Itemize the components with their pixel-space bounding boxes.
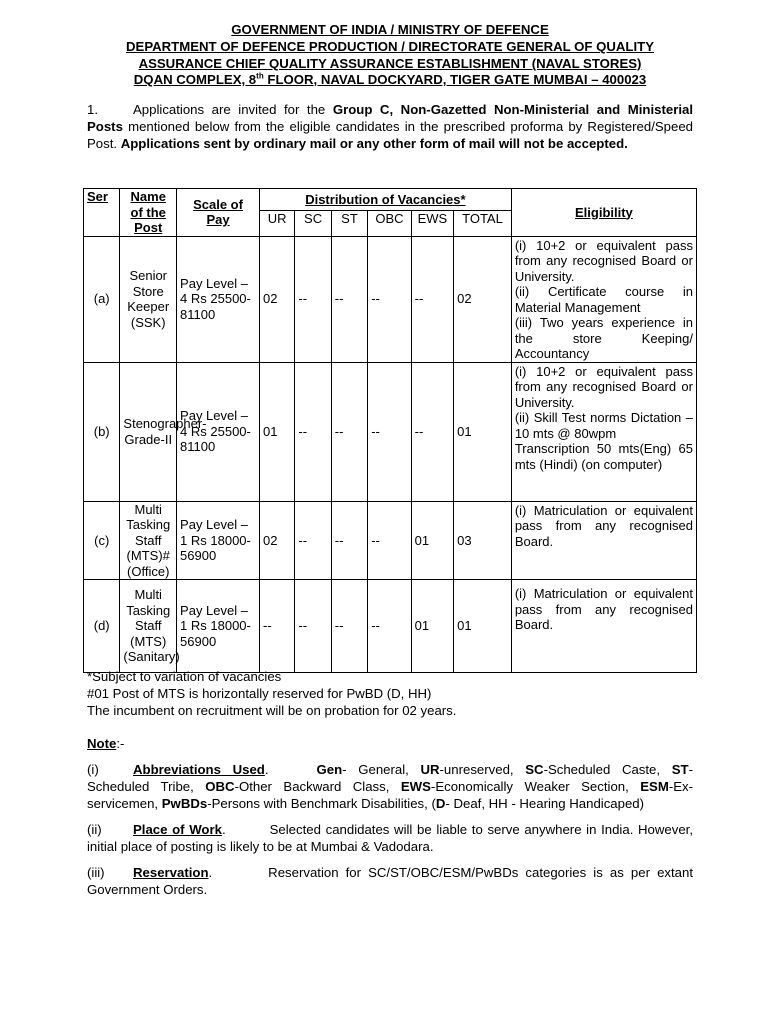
- abbr-key: PwBDs: [161, 796, 208, 811]
- header-line-1: GOVERNMENT OF INDIA / MINISTRY OF DEFENCE: [231, 22, 549, 37]
- note-text: Reservation for SC/ST/OBC/ESM/PwBDs categories is as per extant Government Orders.: [87, 865, 693, 897]
- eligibility-line: (i) Matriculation or equivalent pass from any recognised Board.: [514, 502, 693, 549]
- note-title: Note: [87, 736, 117, 751]
- note-reservation: [87, 864, 693, 898]
- intro-paragraph: [87, 101, 693, 152]
- note-number: (iii): [87, 865, 105, 880]
- row-ews: --: [411, 236, 453, 362]
- intro-bold-2: Applications sent by ordinary mail or any other form of mail will not be accepted.: [120, 136, 628, 151]
- abbr-value: -Economically Weaker Section,: [430, 779, 641, 794]
- note-dot: .: [264, 762, 269, 777]
- header-eligibility: Eligibility: [511, 189, 696, 237]
- abbr-value: -unreserved,: [439, 762, 526, 777]
- row-ur: 02: [259, 501, 294, 580]
- abbr-value: -Other Backward Class,: [234, 779, 401, 794]
- row-ews: 01: [411, 580, 453, 673]
- row-post-name: Stenographer-Grade-II: [120, 362, 177, 501]
- row-scale: Pay Level – 4 Rs 25500-81100: [177, 236, 260, 362]
- note-dot: .: [221, 822, 226, 837]
- abbr-value: - General,: [342, 762, 421, 777]
- header-ser: Ser: [84, 189, 120, 237]
- abbr-value: -Scheduled Tribe,: [87, 762, 693, 794]
- row-eligibility: [511, 362, 696, 501]
- abbr-key: ST: [671, 762, 689, 777]
- row-obc: --: [368, 501, 411, 580]
- row-sc: --: [295, 362, 331, 501]
- abbr-key: ESM: [640, 779, 669, 794]
- row-ser: (a): [84, 236, 120, 362]
- abbr-value: -Scheduled Caste,: [543, 762, 672, 777]
- note-number: (ii): [87, 822, 102, 837]
- row-eligibility: [511, 580, 696, 673]
- eligibility-line: (ii) Certificate course in Material Management: [514, 284, 693, 315]
- row-ews: 01: [411, 501, 453, 580]
- row-total: 01: [454, 580, 512, 673]
- row-total: 01: [454, 362, 512, 501]
- eligibility-line: Transcription 50 mts(Eng) 65 mts (Hindi) (on computer): [514, 441, 693, 472]
- intro-number: 1.: [87, 102, 98, 117]
- row-eligibility: [511, 236, 696, 362]
- intro-bold-1: Group C, Non-Gazetted Non-Ministerial and Ministerial Posts: [87, 102, 693, 134]
- header-total: TOTAL: [454, 211, 512, 236]
- eligibility-line: (ii) Skill Test norms Dictation – 10 mts @ 80wpm: [514, 410, 693, 441]
- header-line-4-sup: th: [256, 71, 264, 81]
- note-heading: [87, 735, 697, 752]
- intro-text-1: Applications are invited for the: [133, 102, 333, 117]
- eligibility-line: (i) 10+2 or equivalent pass from any recognised Board or University.: [514, 363, 693, 410]
- abbr-value: -Ex-servicemen,: [87, 779, 694, 811]
- row-sc: --: [295, 501, 331, 580]
- abbr-key: OBC: [205, 779, 235, 794]
- table-row: [84, 236, 697, 362]
- row-obc: --: [368, 580, 411, 673]
- header-line-4-post: FLOOR, NAVAL DOCKYARD, TIGER GATE MUMBAI – 400023: [263, 72, 647, 87]
- row-obc: --: [368, 236, 411, 362]
- row-eligibility: [511, 501, 696, 580]
- header-name: Name of the Post: [120, 189, 177, 237]
- row-ser: (c): [84, 501, 120, 580]
- row-scale: Pay Level – 4 Rs 25500-81100: [177, 362, 260, 501]
- row-scale: Pay Level – 1 Rs 18000-56900: [177, 580, 260, 673]
- row-sc: --: [295, 236, 331, 362]
- abbr-key: Gen: [316, 762, 343, 777]
- footnote-probation: The incumbent on recruitment will be on probation for 02 years.: [87, 703, 457, 718]
- row-post-name: Multi Tasking Staff (MTS)# (Office): [120, 501, 177, 580]
- note-abbreviations: [87, 761, 693, 812]
- intro-text-2: mentioned below from the eligible candidates in the prescribed proforma by Registered/Speed Post.: [87, 119, 693, 151]
- header-line-2: DEPARTMENT OF DEFENCE PRODUCTION / DIRECTORATE GENERAL OF QUALITY: [126, 39, 654, 54]
- footnote-mts: #01 Post of MTS is horizontally reserved for PwBD (D, HH): [87, 686, 432, 701]
- row-obc: --: [368, 362, 411, 501]
- row-ur: 02: [259, 236, 294, 362]
- note-label: Place of Work: [133, 822, 222, 837]
- header-obc: OBC: [368, 211, 411, 236]
- abbr-key: D: [435, 796, 446, 811]
- abbr-value: -Persons with Benchmark Disabilities, (: [207, 796, 436, 811]
- abbr-key: EWS: [400, 779, 431, 794]
- row-st: --: [331, 362, 367, 501]
- header-ews: EWS: [411, 211, 453, 236]
- row-scale: Pay Level – 1 Rs 18000-56900: [177, 501, 260, 580]
- note-place-of-work: [87, 821, 693, 855]
- row-ser: (b): [84, 362, 120, 501]
- row-sc: --: [295, 580, 331, 673]
- vacancy-table: [83, 188, 697, 673]
- header-ur: UR: [259, 211, 294, 236]
- row-post-name: Multi Tasking Staff (MTS) (Sanitary): [120, 580, 177, 673]
- row-st: --: [331, 236, 367, 362]
- abbr-key: SC: [525, 762, 544, 777]
- note-label: Abbreviations Used: [133, 762, 265, 777]
- note-text: Selected candidates will be liable to serve anywhere in India. However, initial place of posting is likely to be at Mumbai & Vadodara.: [87, 822, 693, 854]
- header-line-4-pre: DQAN COMPLEX, 8: [133, 72, 257, 87]
- eligibility-line: (i) 10+2 or equivalent pass from any recognised Board or University.: [514, 237, 693, 284]
- header-sc: SC: [295, 211, 331, 236]
- eligibility-line: (iii) Two years experience in the store Keeping/ Accountancy: [514, 315, 693, 361]
- note-number: (i): [87, 762, 99, 777]
- abbr-key: UR: [420, 762, 440, 777]
- abbr-value: - Deaf, HH - Hearing Handicaped): [445, 796, 645, 811]
- footnote-vacancies: *Subject to variation of vacancies: [87, 669, 282, 684]
- eligibility-line: (i) Matriculation or equivalent pass from any recognised Board.: [514, 586, 693, 632]
- note-suffix: :-: [116, 736, 125, 751]
- header-scale: Scale of Pay: [177, 189, 260, 237]
- table-row: [84, 501, 697, 580]
- note-dot: .: [208, 865, 213, 880]
- row-post-name: Senior Store Keeper (SSK): [120, 236, 177, 362]
- row-ser: (d): [84, 580, 120, 673]
- table-row: [84, 580, 697, 673]
- row-ur: --: [259, 580, 294, 673]
- header-distribution: Distribution of Vacancies*: [259, 189, 511, 211]
- header-line-3: ASSURANCE CHIEF QUALITY ASSURANCE ESTABLISHMENT (NAVAL STORES): [138, 56, 642, 71]
- row-ur: 01: [259, 362, 294, 501]
- row-st: --: [331, 580, 367, 673]
- row-total: 02: [454, 236, 512, 362]
- row-total: 03: [454, 501, 512, 580]
- row-ews: --: [411, 362, 453, 501]
- header-line-4: [80, 71, 700, 88]
- header-st: ST: [331, 211, 367, 236]
- table-row: [84, 362, 697, 501]
- row-st: --: [331, 501, 367, 580]
- note-label: Reservation: [133, 865, 209, 880]
